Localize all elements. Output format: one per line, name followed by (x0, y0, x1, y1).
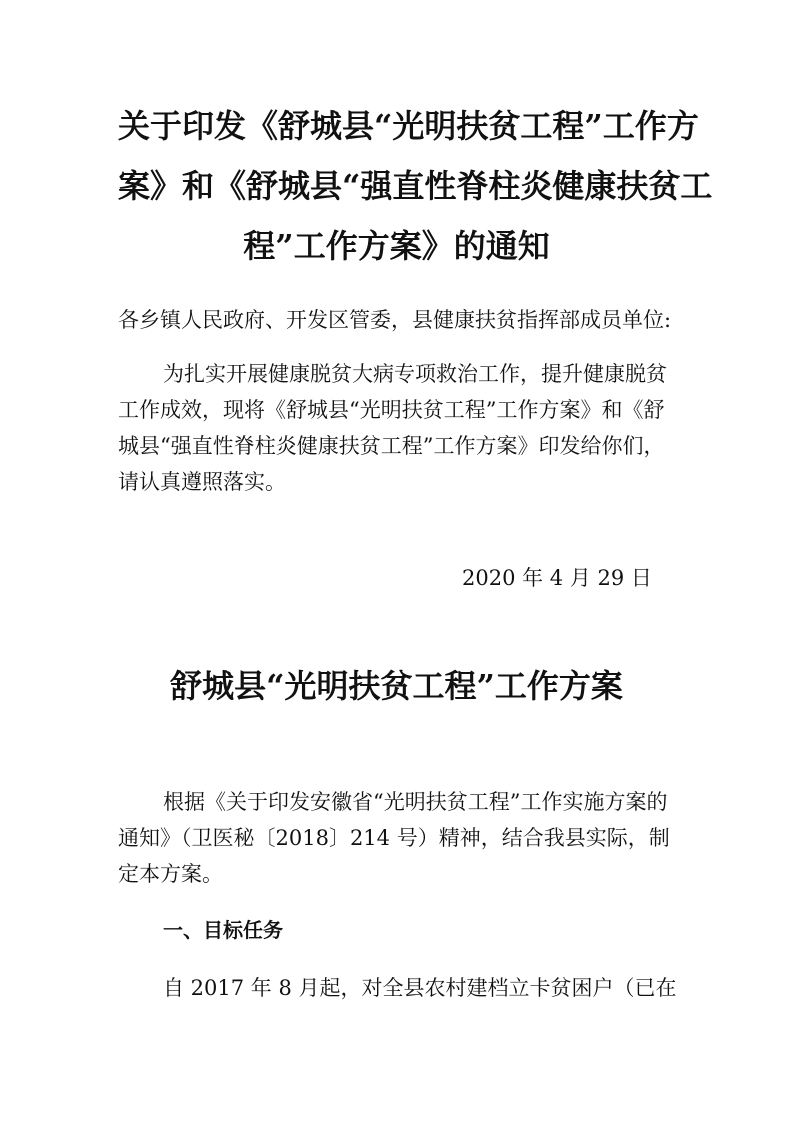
notice-title-line-1: 关于印发《舒城县“光明扶贫工程”工作方 (118, 107, 699, 145)
section-1-line-1: 自 2017 年 8 月起，对全县农村建档立卡贫困户（已在 (163, 976, 677, 1000)
plan-intro-line-3: 定本方案。 (118, 862, 223, 886)
notice-recipients: 各乡镇人民政府、开发区管委，县健康扶贫指挥部成员单位: (118, 308, 672, 332)
plan-intro-line-1: 根据《关于印发安徽省“光明扶贫工程”工作实施方案的 (163, 790, 668, 814)
notice-date: 2020 年 4 月 29 日 (462, 566, 652, 590)
plan-intro-line-2: 通知》（卫医秘〔2018〕214 号）精神，结合我县实际，制 (118, 826, 670, 850)
notice-body-line-2: 工作成效，现将《舒城县“光明扶贫工程”工作方案》和《舒 (118, 398, 665, 422)
notice-body-line-4: 请认真遵照落实。 (118, 470, 286, 494)
notice-title-line-3: 程”工作方案》的通知 (243, 227, 550, 265)
notice-title-line-2: 案》和《舒城县“强直性脊柱炎健康扶贫工 (118, 167, 713, 205)
notice-body-line-3: 城县“强直性脊柱炎健康扶贫工程”工作方案》印发给你们， (118, 434, 665, 458)
section-1-heading: 一、目标任务 (163, 918, 283, 942)
notice-body-line-1: 为扎实开展健康脱贫大病专项救治工作，提升健康脱贫 (163, 362, 667, 386)
plan-title: 舒城县“光明扶贫工程”工作方案 (170, 667, 623, 705)
